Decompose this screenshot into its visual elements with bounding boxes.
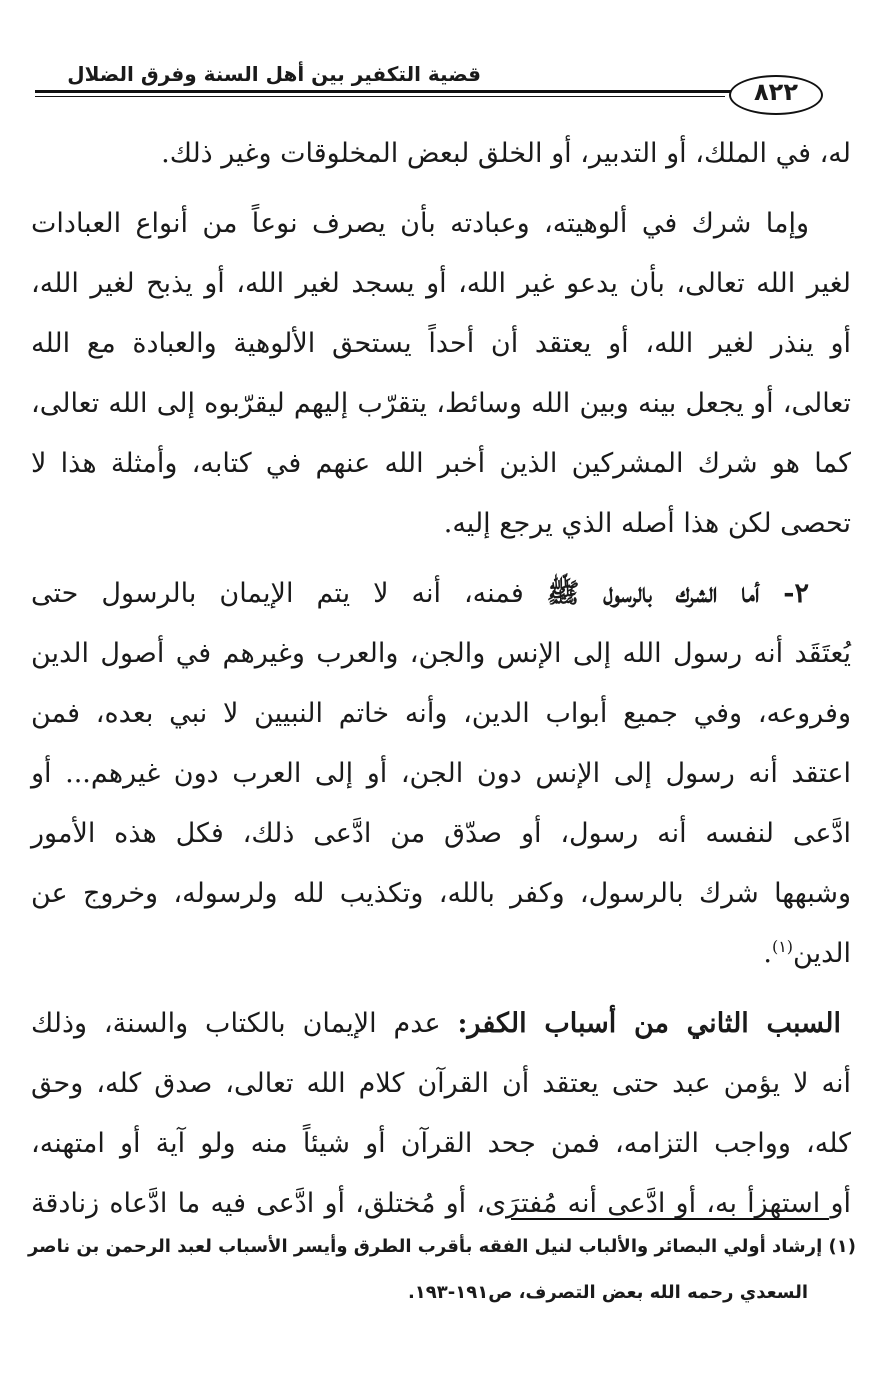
paragraph-3-end-mark: . <box>763 938 772 969</box>
paragraph-2-line-5: كما هو شرك المشركين الذين أخبر الله عنهم في كتابه، وأمثلة هذا لا <box>31 448 851 479</box>
paragraph-3-last-word: الدين <box>793 938 851 969</box>
paragraph-2-line-1: وإما شرك في ألوهيته، وعبادته بأن يصرف نوعاً من أنواع العبادات <box>31 208 809 239</box>
footnote-reference[interactable]: (١) <box>771 937 794 956</box>
paragraph-4-line-1 <box>31 994 851 1054</box>
paragraph-2-line-2: لغير الله تعالى، بأن يدعو غير الله، أو يسجد لغير الله، أو يذبح لغير الله، <box>31 268 851 299</box>
paragraph-1-line-1: له، في الملك، أو التدبير، أو الخلق لبعض المخلوقات وغير ذلك. <box>161 138 851 169</box>
paragraph-gap <box>31 984 851 994</box>
paragraph-3-line-2: يُعتَقَد أنه رسول الله إلى الإنس والجن، والعرب وغيرهم في أصول الدين <box>31 638 851 669</box>
page-number: ٨٢٢ <box>754 78 798 106</box>
header-rule <box>35 90 795 93</box>
paragraph-3-line-3: وفروعه، وفي جميع أبواب الدين، وأنه خاتم النبيين لا نبي بعده، فمن <box>31 698 851 729</box>
paragraph-3-line-1 <box>31 564 851 624</box>
paragraph-4-line-3: كله، وواجب التزامه، فمن جحد القرآن أو شيئاً منه ولو آية أو امتهنه، <box>31 1128 851 1159</box>
footnote-separator <box>511 1218 829 1220</box>
running-title: قضية التكفير بين أهل السنة وفرق الضلال <box>67 62 481 86</box>
paragraph-2-line-3: أو ينذر لغير الله، أو يعتقد أن أحداً يستحق الألوهية والعبادة مع الله <box>31 328 851 359</box>
paragraph-3-line-4: اعتقد أنه رسول إلى الإنس دون الجن، أو إلى العرب دون غيرهم... أو <box>31 758 851 789</box>
paragraph-3-line-7 <box>31 924 851 984</box>
paragraph-4-line-1-rest: عدم الإيمان بالكتاب والسنة، وذلك <box>31 1008 458 1039</box>
paragraph-gap <box>31 554 851 564</box>
paragraph-4-line-4: أو استهزأ به، أو ادَّعى أنه مُفترَى، أو مُختلق، أو ادَّعى فيه ما ادَّعاه زنادقة <box>31 1188 851 1219</box>
footnote-1-line-2: السعدي رحمه الله بعض التصرف، ص١٩١-١٩٣. <box>407 1282 808 1303</box>
paragraph-3-line-1-rest: فمنه، أنه لا يتم الإيمان بالرسول حتى <box>31 578 547 609</box>
paragraph-gap <box>31 184 851 194</box>
header-rule-thin <box>35 96 725 97</box>
paragraph-3-heading: ٢- أما الشرك بالرسول ﷺ <box>546 578 809 609</box>
paragraph-3-line-5: ادَّعى لنفسه أنه رسول، أو صدّق من ادَّعى ذلك، فكل هذه الأمور <box>31 818 851 849</box>
paragraph-4-heading: السبب الثاني من أسباب الكفر: <box>457 1008 841 1039</box>
paragraph-2-line-4: تعالى، أو يجعل بينه وبين الله وسائط، يتقرّب إليهم ليقرّبوه إلى الله تعالى، <box>31 388 851 419</box>
paragraph-2-line-6: تحصى لكن هذا أصله الذي يرجع إليه. <box>443 508 851 539</box>
paragraph-3-line-6: وشبهها شرك بالرسول، وكفر بالله، وتكذيب لله ولرسوله، وخروج عن <box>31 878 851 909</box>
paragraph-4-line-2: أنه لا يؤمن عبد حتى يعتقد أن القرآن كلام الله تعالى، صدق كله، وحق <box>31 1068 851 1099</box>
footnotes <box>27 1224 856 1316</box>
body-text <box>31 124 851 1234</box>
footnote-1-line-1: (١) إرشاد أولي البصائر والألباب لنيل الفقه بأقرب الطرق وأيسر الأسباب لعبد الرحمن بن ناصر <box>27 1236 856 1257</box>
